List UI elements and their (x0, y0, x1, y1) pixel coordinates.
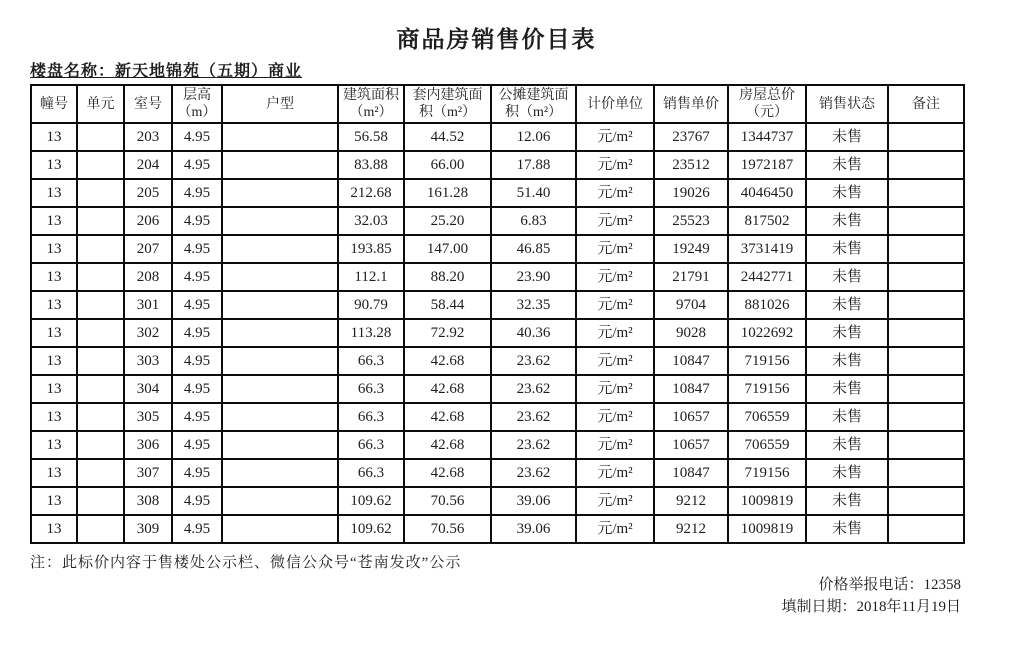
table-cell: 147.00 (404, 235, 491, 263)
table-cell: 1022692 (728, 319, 806, 347)
table-cell (222, 291, 338, 319)
table-row (31, 207, 964, 235)
table-cell: 109.62 (338, 515, 404, 543)
table-cell (888, 347, 964, 375)
table-cell (77, 319, 124, 347)
table-cell: 23767 (654, 123, 728, 151)
table-cell: 66.3 (338, 403, 404, 431)
table-cell: 303 (124, 347, 172, 375)
table-cell: 元/m² (576, 487, 654, 515)
table-cell: 66.3 (338, 431, 404, 459)
table-cell (222, 515, 338, 543)
table-cell (77, 487, 124, 515)
table-row (31, 515, 964, 543)
table-cell: 4.95 (172, 487, 222, 515)
table-cell: 13 (31, 291, 77, 319)
table-cell (222, 151, 338, 179)
table-cell: 109.62 (338, 487, 404, 515)
table-cell: 193.85 (338, 235, 404, 263)
table-cell: 17.88 (491, 151, 576, 179)
table-cell: 32.03 (338, 207, 404, 235)
table-cell: 4.95 (172, 207, 222, 235)
table-cell (77, 515, 124, 543)
table-cell (888, 487, 964, 515)
table-cell (77, 431, 124, 459)
table-cell: 13 (31, 459, 77, 487)
table-cell: 25523 (654, 207, 728, 235)
table-cell: 未售 (806, 431, 888, 459)
table-cell: 13 (31, 207, 77, 235)
table-cell: 13 (31, 123, 77, 151)
table-row (31, 319, 964, 347)
table-cell: 元/m² (576, 123, 654, 151)
table-cell: 39.06 (491, 515, 576, 543)
table-cell (222, 263, 338, 291)
table-cell: 未售 (806, 123, 888, 151)
table-cell: 未售 (806, 375, 888, 403)
table-cell: 23.90 (491, 263, 576, 291)
table-cell: 13 (31, 319, 77, 347)
table-cell: 205 (124, 179, 172, 207)
table-cell: 23.62 (491, 431, 576, 459)
table-cell: 未售 (806, 347, 888, 375)
table-cell: 4.95 (172, 319, 222, 347)
table-cell: 13 (31, 375, 77, 403)
table-cell (77, 179, 124, 207)
table-cell: 113.28 (338, 319, 404, 347)
table-cell: 90.79 (338, 291, 404, 319)
table-cell: 39.06 (491, 487, 576, 515)
table-cell: 1972187 (728, 151, 806, 179)
table-cell: 719156 (728, 347, 806, 375)
table-cell (222, 403, 338, 431)
table-cell: 13 (31, 431, 77, 459)
table-cell: 9704 (654, 291, 728, 319)
table-cell: 307 (124, 459, 172, 487)
table-cell: 未售 (806, 319, 888, 347)
table-cell (222, 319, 338, 347)
table-cell: 161.28 (404, 179, 491, 207)
table-cell: 719156 (728, 375, 806, 403)
table-cell: 706559 (728, 431, 806, 459)
table-row (31, 179, 964, 207)
table-cell: 25.20 (404, 207, 491, 235)
column-header: 室号 (124, 85, 172, 123)
table-cell: 未售 (806, 459, 888, 487)
table-row (31, 487, 964, 515)
table-cell: 23512 (654, 151, 728, 179)
table-cell: 未售 (806, 487, 888, 515)
table-cell: 元/m² (576, 235, 654, 263)
table-cell: 88.20 (404, 263, 491, 291)
table-cell: 56.58 (338, 123, 404, 151)
table-cell (888, 375, 964, 403)
table-cell: 12.06 (491, 123, 576, 151)
table-row (31, 403, 964, 431)
table-row (31, 123, 964, 151)
table-row (31, 151, 964, 179)
table-cell: 元/m² (576, 403, 654, 431)
table-cell: 302 (124, 319, 172, 347)
table-cell: 9212 (654, 515, 728, 543)
table-cell: 42.68 (404, 403, 491, 431)
table-cell: 3731419 (728, 235, 806, 263)
table-cell (77, 375, 124, 403)
table-cell: 308 (124, 487, 172, 515)
table-cell: 112.1 (338, 263, 404, 291)
table-cell (77, 403, 124, 431)
table-cell: 13 (31, 515, 77, 543)
table-cell: 32.35 (491, 291, 576, 319)
table-cell: 元/m² (576, 431, 654, 459)
table-cell (77, 235, 124, 263)
table-cell: 4.95 (172, 403, 222, 431)
table-body (31, 123, 964, 543)
table-cell (888, 459, 964, 487)
table-cell (77, 263, 124, 291)
table-cell: 10847 (654, 375, 728, 403)
column-header: 计价单位 (576, 85, 654, 123)
table-cell: 4.95 (172, 459, 222, 487)
table-cell: 10657 (654, 431, 728, 459)
table-cell: 23.62 (491, 459, 576, 487)
table-cell: 881026 (728, 291, 806, 319)
column-header: 户型 (222, 85, 338, 123)
page-title: 商品房销售价目表 (396, 27, 597, 52)
table-cell (222, 123, 338, 151)
table-cell: 72.92 (404, 319, 491, 347)
table-cell: 42.68 (404, 347, 491, 375)
table-header-row (31, 85, 964, 123)
table-cell (77, 123, 124, 151)
table-cell (222, 347, 338, 375)
table-cell: 42.68 (404, 375, 491, 403)
table-cell: 66.3 (338, 375, 404, 403)
table-cell: 206 (124, 207, 172, 235)
table-cell: 元/m² (576, 319, 654, 347)
table-cell: 4.95 (172, 347, 222, 375)
table-cell (222, 375, 338, 403)
table-cell: 未售 (806, 207, 888, 235)
table-cell: 未售 (806, 151, 888, 179)
table-cell: 42.68 (404, 459, 491, 487)
table-cell: 4.95 (172, 291, 222, 319)
fill-date-label: 填制日期：2018年11月19日 (781, 599, 961, 615)
table-cell (222, 487, 338, 515)
table-cell (77, 291, 124, 319)
table-cell (77, 347, 124, 375)
table-cell: 83.88 (338, 151, 404, 179)
table-row (31, 263, 964, 291)
table-cell: 208 (124, 263, 172, 291)
table-cell (888, 431, 964, 459)
table-cell: 309 (124, 515, 172, 543)
table-cell: 10657 (654, 403, 728, 431)
table-cell: 未售 (806, 179, 888, 207)
table-cell: 305 (124, 403, 172, 431)
table-cell (222, 179, 338, 207)
table-cell: 10847 (654, 459, 728, 487)
table-cell: 58.44 (404, 291, 491, 319)
table-cell (888, 207, 964, 235)
table-row (31, 459, 964, 487)
table-cell: 46.85 (491, 235, 576, 263)
table-cell (222, 235, 338, 263)
table-cell: 元/m² (576, 375, 654, 403)
table-cell (888, 403, 964, 431)
table-cell: 元/m² (576, 179, 654, 207)
table-cell (77, 151, 124, 179)
table-cell: 66.00 (404, 151, 491, 179)
table-cell: 13 (31, 263, 77, 291)
table-cell: 42.68 (404, 431, 491, 459)
table-cell: 元/m² (576, 207, 654, 235)
table-cell: 706559 (728, 403, 806, 431)
table-cell: 4.95 (172, 235, 222, 263)
column-header: 备注 (888, 85, 964, 123)
table-cell (888, 263, 964, 291)
table-cell: 70.56 (404, 487, 491, 515)
table-cell: 51.40 (491, 179, 576, 207)
table-cell: 301 (124, 291, 172, 319)
table-row (31, 235, 964, 263)
table-cell: 4.95 (172, 375, 222, 403)
table-cell: 9212 (654, 487, 728, 515)
table-cell: 1009819 (728, 515, 806, 543)
table-cell: 4.95 (172, 263, 222, 291)
column-header: 幢号 (31, 85, 77, 123)
column-header: 套内建筑面积（m²） (404, 85, 491, 123)
table-cell: 1344737 (728, 123, 806, 151)
table-cell: 2442771 (728, 263, 806, 291)
document-content (30, 0, 963, 618)
table-cell: 212.68 (338, 179, 404, 207)
table-cell: 66.3 (338, 347, 404, 375)
column-header: 房屋总价（元） (728, 85, 806, 123)
table-cell: 元/m² (576, 291, 654, 319)
hotline-label: 价格举报电话：12358 (818, 577, 961, 593)
table-cell: 元/m² (576, 151, 654, 179)
table-row (31, 291, 964, 319)
table-cell: 19026 (654, 179, 728, 207)
table-cell: 40.36 (491, 319, 576, 347)
table-cell: 1009819 (728, 487, 806, 515)
table-cell (222, 431, 338, 459)
table-cell: 23.62 (491, 375, 576, 403)
table-cell: 10847 (654, 347, 728, 375)
table-cell (888, 179, 964, 207)
table-cell (888, 151, 964, 179)
table-cell: 19249 (654, 235, 728, 263)
table-cell: 21791 (654, 263, 728, 291)
table-cell (888, 123, 964, 151)
table-cell: 23.62 (491, 347, 576, 375)
table-cell: 23.62 (491, 403, 576, 431)
table-cell: 元/m² (576, 347, 654, 375)
table-cell: 元/m² (576, 263, 654, 291)
column-header: 层高（m） (172, 85, 222, 123)
table-cell: 未售 (806, 263, 888, 291)
table-cell: 44.52 (404, 123, 491, 151)
table-cell: 4.95 (172, 123, 222, 151)
table-cell (888, 235, 964, 263)
table-cell: 元/m² (576, 459, 654, 487)
table-cell: 13 (31, 179, 77, 207)
table-cell: 66.3 (338, 459, 404, 487)
project-name-label: 楼盘名称：新天地锦苑（五期）商业 (30, 63, 303, 80)
table-cell: 13 (31, 403, 77, 431)
table-cell (888, 291, 964, 319)
table-cell (77, 207, 124, 235)
table-cell: 未售 (806, 235, 888, 263)
table-cell (888, 515, 964, 543)
table-cell: 817502 (728, 207, 806, 235)
table-cell: 未售 (806, 515, 888, 543)
table-cell: 6.83 (491, 207, 576, 235)
column-header: 销售状态 (806, 85, 888, 123)
table-cell (888, 319, 964, 347)
table-cell: 4.95 (172, 151, 222, 179)
table-cell: 304 (124, 375, 172, 403)
column-header: 销售单价 (654, 85, 728, 123)
table-cell: 306 (124, 431, 172, 459)
table-cell: 203 (124, 123, 172, 151)
table-row (31, 431, 964, 459)
table-cell: 未售 (806, 403, 888, 431)
price-table (30, 84, 965, 544)
table-row (31, 375, 964, 403)
table-cell: 13 (31, 235, 77, 263)
table-cell: 4.95 (172, 431, 222, 459)
table-cell: 207 (124, 235, 172, 263)
footer-block (30, 574, 963, 618)
table-cell: 70.56 (404, 515, 491, 543)
table-cell: 4046450 (728, 179, 806, 207)
table-cell: 4.95 (172, 515, 222, 543)
column-header: 建筑面积（m²） (338, 85, 404, 123)
footnote: 注：此标价内容于售楼处公示栏、微信公众号“苍南发改”公示 (30, 555, 462, 571)
table-cell: 13 (31, 151, 77, 179)
table-cell: 719156 (728, 459, 806, 487)
column-header: 公摊建筑面积（m²） (491, 85, 576, 123)
table-cell: 9028 (654, 319, 728, 347)
table-cell: 13 (31, 347, 77, 375)
table-cell: 4.95 (172, 179, 222, 207)
column-header: 单元 (77, 85, 124, 123)
table-cell: 204 (124, 151, 172, 179)
table-cell: 13 (31, 487, 77, 515)
table-cell: 元/m² (576, 515, 654, 543)
table-cell (77, 459, 124, 487)
table-cell: 未售 (806, 291, 888, 319)
table-row (31, 347, 964, 375)
table-cell (222, 459, 338, 487)
table-cell (222, 207, 338, 235)
